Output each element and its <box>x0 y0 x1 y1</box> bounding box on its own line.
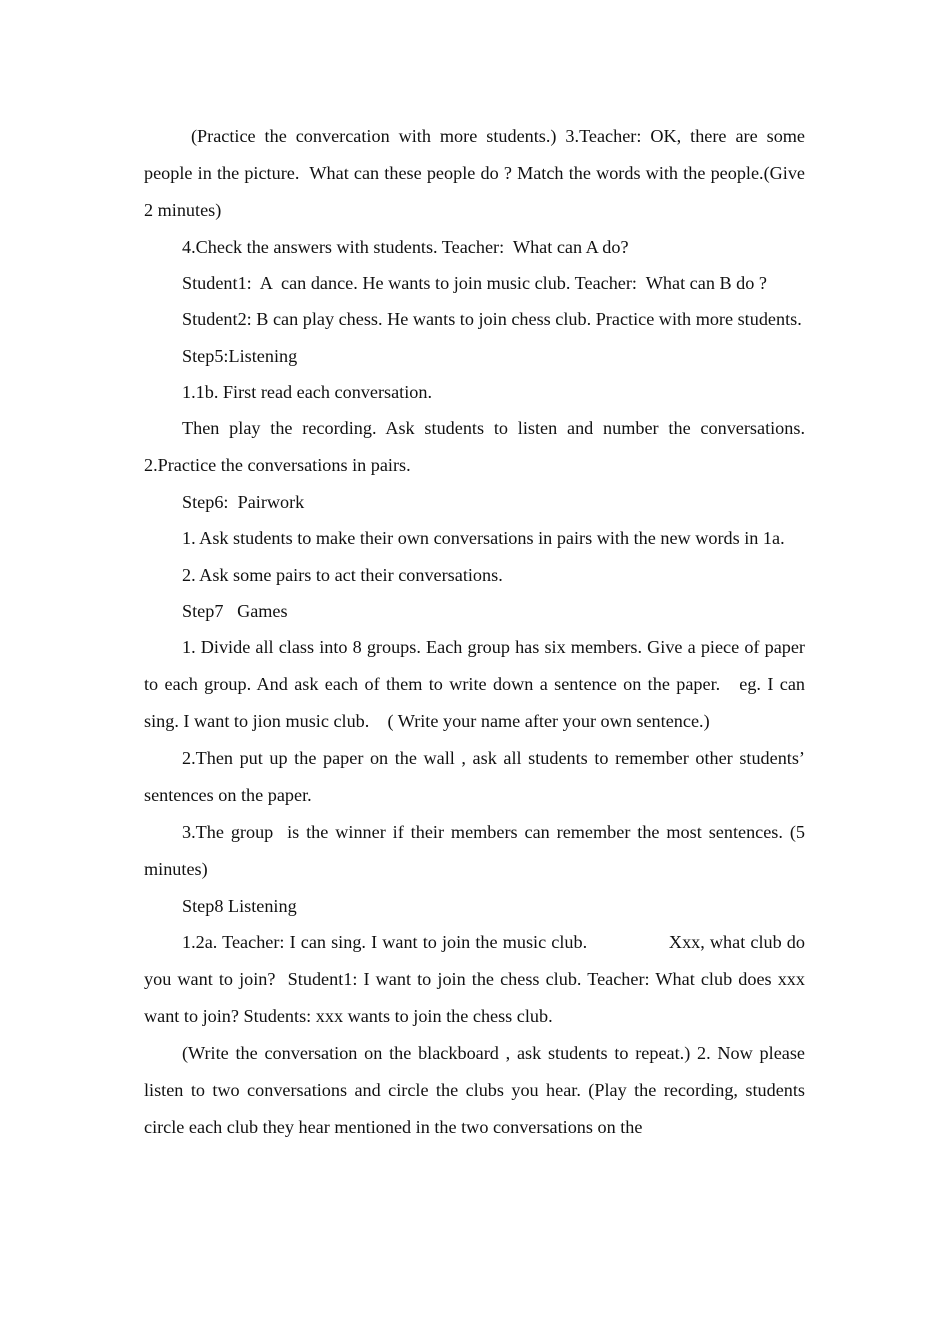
heading-step7: Step7 Games <box>182 601 288 621</box>
paragraph-step7-item1: 1. Divide all class into 8 groups. Each group has six members. Give a piece of paper to each group. And ask each of them to write down a sentence on the paper. eg. I can sing. I want to jion music club. ( Write your name after your own sentence.) <box>144 637 810 731</box>
paragraph-step6-item2: 2. Ask some pairs to act their conversations. <box>182 565 503 585</box>
paragraph-step5-item1: 1.1b. First read each conversation. <box>182 382 432 402</box>
document-body <box>144 118 810 1146</box>
paragraph-step6-item1: 1. Ask students to make their own conversations in pairs with the new words in 1a. <box>182 528 785 548</box>
paragraph-check-answers: 4.Check the answers with students. Teacher: What can A do? <box>182 237 629 257</box>
paragraph-step8-item1: 1.2a. Teacher: I can sing. I want to join the music club. Xxx, what club do you want to join? Student1: I want to join the chess club. Teacher: What club does xxx want to join? Students: xxx wants to join the chess club. <box>144 932 810 1026</box>
heading-step8: Step8 Listening <box>182 896 297 916</box>
paragraph-step5-item2: Then play the recording. Ask students to listen and number the conversations. 2.Practice the conversations in pairs. <box>144 418 810 475</box>
heading-step5: Step5:Listening <box>182 346 298 366</box>
heading-step6: Step6: Pairwork <box>182 492 305 512</box>
paragraph-step7-item2: 2.Then put up the paper on the wall , ask all students to remember other students’ sentences on the paper. <box>144 748 810 805</box>
paragraph-student1: Student1: A can dance. He wants to join music club. Teacher: What can B do ? <box>182 273 767 293</box>
paragraph-step8-item2: (Write the conversation on the blackboard , ask students to repeat.) 2. Now please listen to two conversations and circle the clubs you hear. (Play the recording, students circle each club they hear mentioned in the two conversations on the <box>144 1043 810 1137</box>
paragraph-step7-item3: 3.The group is the winner if their members can remember the most sentences. (5 minutes) <box>144 822 810 879</box>
paragraph-practice-conversation: (Practice the convercation with more students.) 3.Teacher: OK, there are some people in the picture. What can these people do ? Match the words with the people.(Give 2 minutes) <box>144 126 810 220</box>
paragraph-student2: Student2: B can play chess. He wants to join chess club. Practice with more students. <box>182 309 802 329</box>
